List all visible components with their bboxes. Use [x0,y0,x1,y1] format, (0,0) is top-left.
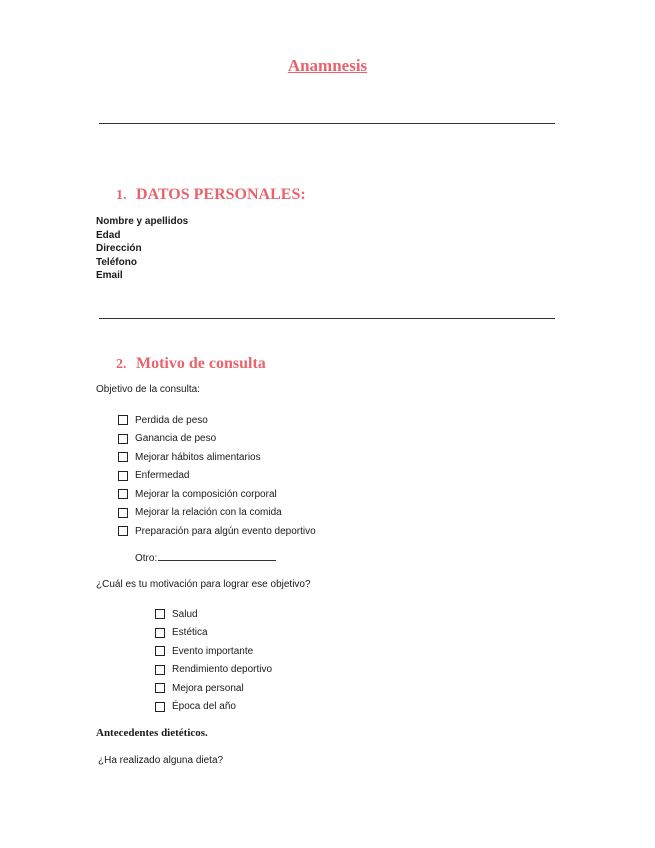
section-1-heading [116,186,306,204]
objective-option[interactable] [118,467,316,486]
option-label: Estética [172,627,208,639]
field-email: Email [96,270,123,282]
option-label: Ganancia de peso [135,433,217,445]
document-title: Anamnesis [287,56,368,75]
objective-option[interactable] [118,448,316,467]
objective-option[interactable] [118,504,316,523]
checkbox[interactable] [118,489,128,499]
divider-middle [99,318,555,319]
checkbox[interactable] [118,434,128,444]
checkbox[interactable] [155,683,165,693]
section-1-title: DATOS PERSONALES: [136,186,306,203]
motivation-option[interactable] [155,624,272,643]
checkbox[interactable] [118,471,128,481]
field-edad: Edad [96,229,121,241]
objective-option[interactable] [118,411,316,430]
motivation-option[interactable] [155,698,272,717]
option-label: Enfermedad [135,470,190,482]
field-nombre: Nombre y apellidos [96,216,189,227]
other-blank-line[interactable] [158,551,276,561]
section-2-number: 2. [116,357,127,372]
objective-option[interactable] [118,485,316,504]
dietary-question: ¿Ha realizado alguna dieta? [98,755,224,766]
checkbox[interactable] [155,665,165,675]
option-label: Mejorar hábitos alimentarios [135,451,261,463]
checkbox[interactable] [118,452,128,462]
motivation-options [155,605,272,716]
checkbox[interactable] [118,526,128,536]
field-telefono: Teléfono [96,256,137,268]
option-label: Evento importante [172,645,254,657]
objective-option[interactable] [118,522,316,541]
section-2-heading [116,355,266,373]
option-label: Perdida de peso [135,414,208,426]
checkbox[interactable] [155,609,165,619]
option-label: Mejorar la composición corporal [135,488,277,500]
objective-option[interactable] [118,430,316,449]
section-2-title: Motivo de consulta [136,355,266,372]
motivation-option[interactable] [155,605,272,624]
motivation-option[interactable] [155,679,272,698]
option-label: Preparación para algún evento deportivo [135,525,316,537]
checkbox[interactable] [155,646,165,656]
personal-data-list [96,215,188,283]
option-label: Mejora personal [172,682,244,694]
option-label: Rendimiento deportivo [172,664,273,676]
option-label: Salud [172,608,198,620]
field-direccion: Dirección [96,243,142,255]
objective-question: Objetivo de la consulta: [96,384,200,395]
other-field[interactable] [135,551,276,564]
objective-options [118,411,316,541]
section-1-number: 1. [116,188,127,203]
motivation-question: ¿Cuál es tu motivación para lograr ese objetivo? [96,579,311,590]
dietary-heading: Antecedentes dietéticos. [96,727,208,739]
motivation-option[interactable] [155,642,272,661]
divider-top [99,123,555,124]
motivation-option[interactable] [155,661,272,680]
option-label: Mejorar la relación con la comida [135,507,282,519]
checkbox[interactable] [155,702,165,712]
checkbox[interactable] [118,508,128,518]
checkbox[interactable] [118,415,128,425]
checkbox[interactable] [155,628,165,638]
option-label: Época del año [172,701,236,713]
other-label: Otro: [135,553,158,564]
